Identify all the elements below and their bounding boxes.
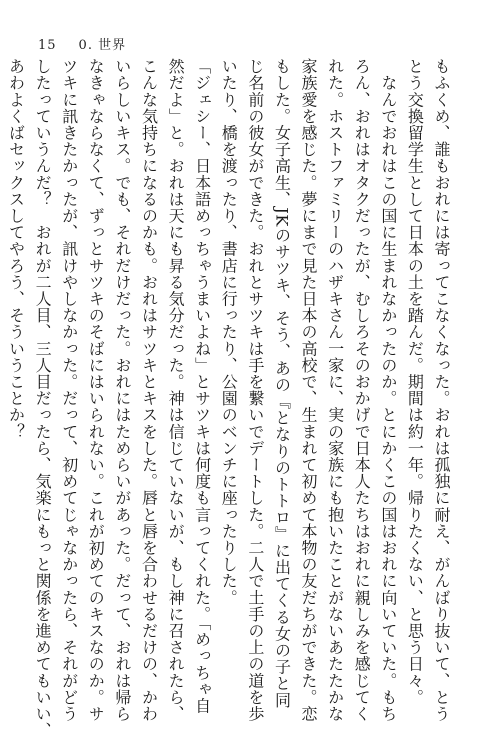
text-line: なきゃならなくて、ずっとサツキのそばにはいられない。これが初めてのキスなのか。サ — [86, 58, 106, 722]
text-line: したっていうんだ？ おれが二人目、三人目だったら、気楽にもっと関係を進めてもいい、 — [33, 58, 53, 739]
text-line: ツキに訊きたかったが、訊けやしなかった。だって、初めてじゃなかったら、それがどう — [59, 58, 79, 722]
text-line: ろん、おれはオタクだったが、むしろそのおかげで日本人たちはおれに親しみを感じてく — [352, 58, 372, 722]
text-line: 然だよ」と。おれは天にも昇る気分だった。神は信じていないが、もし神に召されたら、 — [166, 58, 186, 722]
text-line: もふくめ、誰もおれには寄ってこなくなった。おれは孤独に耐え、がんばり抜いて、とう — [432, 58, 451, 722]
text-line: もした。女子高生、JKのサツキ、そう、あの『となりのトトロ』に出てくる女の子と同 — [272, 58, 292, 709]
page-number: 15 — [38, 38, 57, 53]
vertical-body-text — [6, 58, 454, 739]
text-line: こんな気持ちになるのかも。おれはサツキとキスをした。唇と唇を合わせるだけの、かわ — [139, 58, 159, 722]
text-line: なんでおれはこの国に生まれなかったのか。とにかくこの国はおれに向いていた。もち — [378, 58, 398, 722]
text-line: 家族愛を感じた。夢にまで見た日本の高校で、生まれて初めて本物の友だちができた。恋 — [299, 58, 319, 722]
text-line: じ名前の彼女ができた。おれとサツキは手を繋いでデートした。二人で土手の上の道を歩 — [245, 58, 265, 722]
text-line: あわよくばセックスしてやろう、そういうことか？ — [6, 58, 26, 440]
text-line: とう交換留学生として日本の土を踏んだ。期間は約一年。帰りたくない、と思う日々。 — [405, 58, 425, 706]
text-line: 「ジェシー、日本語めっちゃうまいよね」とサツキは何度も言ってくれた。「めっちゃ自 — [192, 58, 212, 714]
text-line: いらしいキス。でも、それだけだった。おれにはためらいがあった。だって、おれは帰ら — [112, 58, 132, 722]
text-line: いたり、橋を渡ったり、書店に行ったり、公園のベンチに座ったりした。 — [219, 58, 239, 606]
chapter-title: 0. 世界 — [78, 38, 127, 53]
text-line: れた。ホストファミリーのハザキさん一家に、実の家族にも抱いたことがないあたたかな — [325, 58, 345, 722]
running-header — [38, 34, 126, 53]
